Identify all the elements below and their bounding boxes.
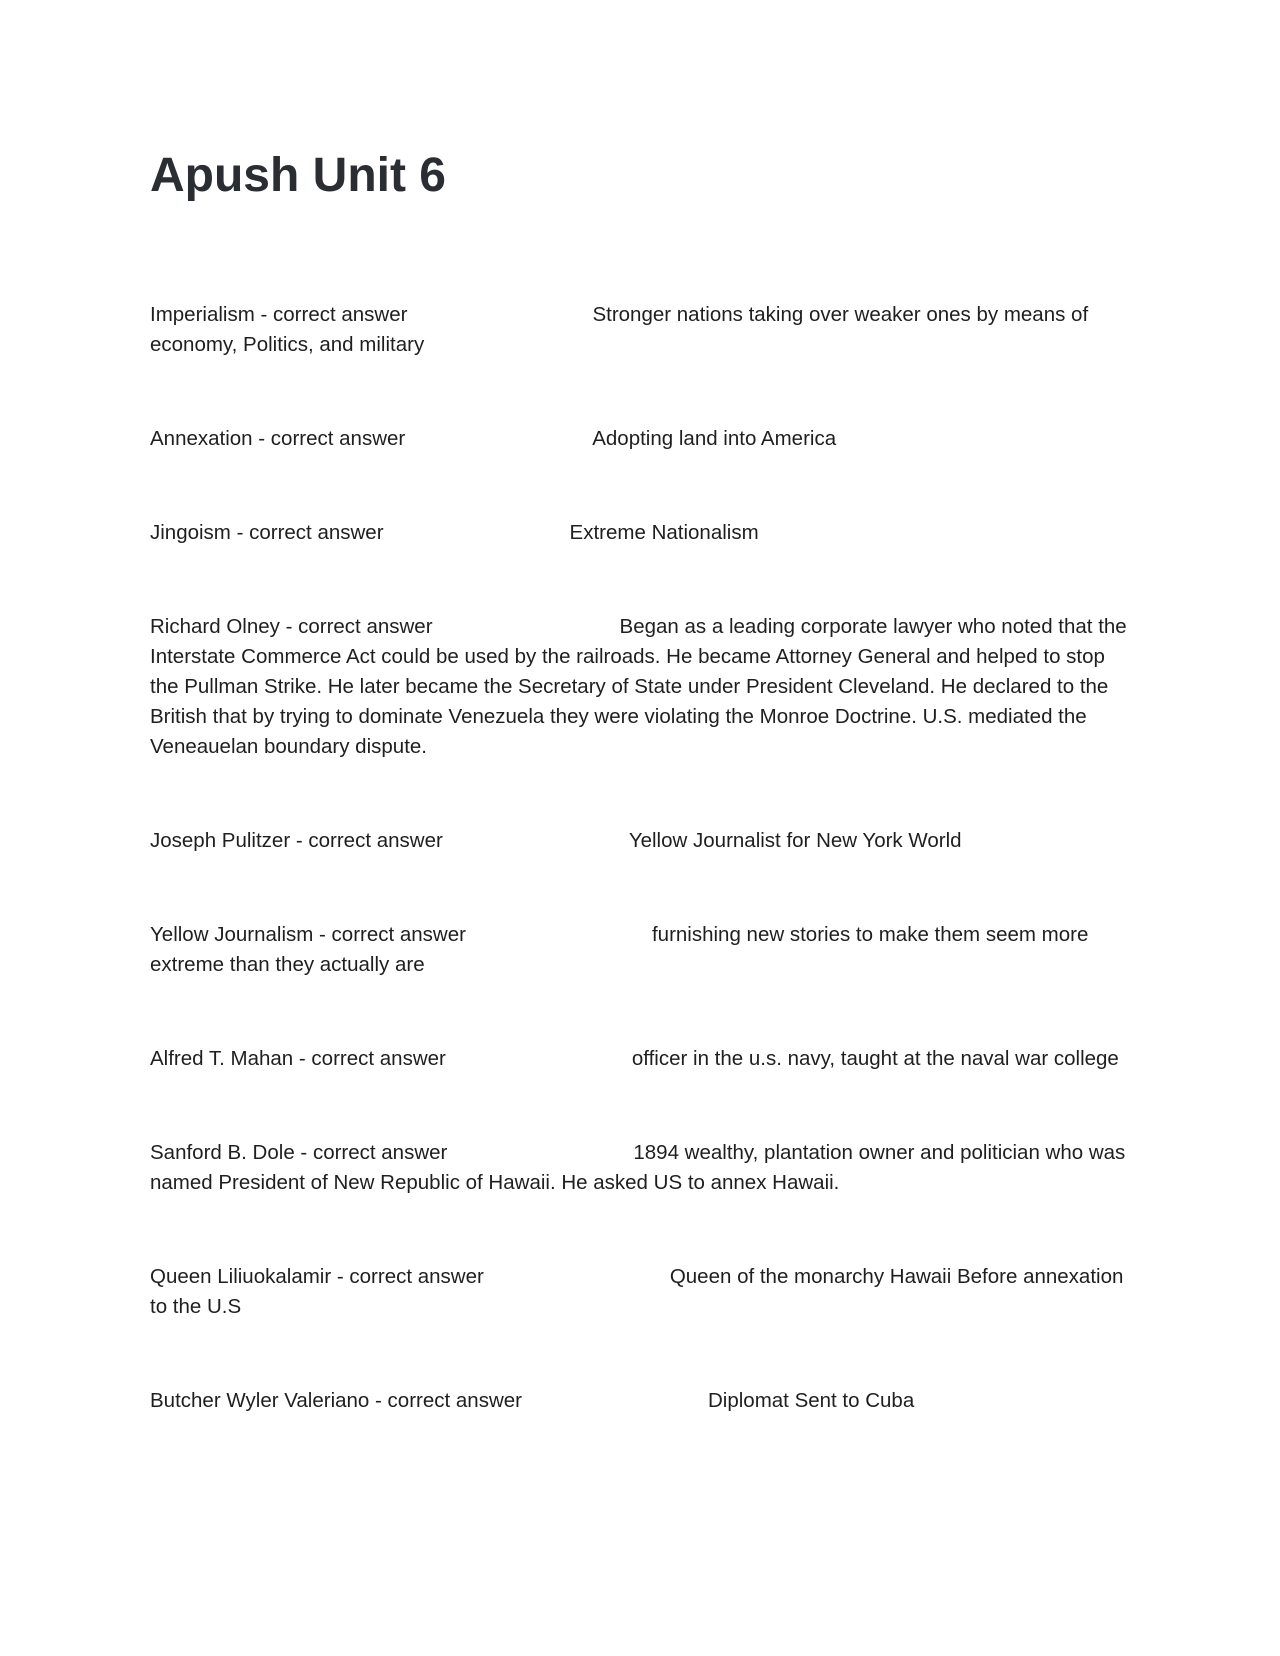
entry-term: Imperialism - correct answer — [150, 303, 408, 326]
flashcard-entry — [150, 1138, 1130, 1198]
entry-answer: Began as a leading corporate lawyer who noted that the Interstate Commerce Act could be used by the railroads. He became Attorney General and helped to stop the Pullman Strike. He later became the Secretary of State under President Cleveland. He declared to the British that by trying to dominate Venezuela they were violating the Monroe Doctrine. U.S. mediated the Veneauelan boundary dispute. — [150, 615, 1133, 758]
entry-answer: Extreme Nationalism — [569, 521, 759, 544]
flashcard-entry — [150, 518, 1130, 548]
document-title: Apush Unit 6 — [150, 149, 446, 202]
flashcard-entry — [150, 826, 1130, 856]
entry-answer: officer in the u.s. navy, taught at the naval war college — [631, 1047, 1119, 1070]
entry-term: Annexation - correct answer — [150, 427, 406, 450]
entry-term: Butcher Wyler Valeriano - correct answer — [150, 1389, 522, 1412]
flashcard-entry — [150, 1262, 1130, 1322]
flashcard-entry — [150, 920, 1130, 980]
entry-term: Yellow Journalism - correct answer — [150, 923, 466, 946]
entry-term: Joseph Pulitzer - correct answer — [150, 829, 443, 852]
entry-answer: furnishing new stories to make them seem more extreme than they actually are — [150, 923, 1095, 976]
flashcard-entry — [150, 612, 1133, 762]
flashcard-entry — [150, 300, 1130, 360]
flashcard-list — [150, 300, 1133, 1416]
entry-answer: Yellow Journalist for New York World — [628, 829, 962, 852]
entry-term: Queen Liliuokalamir - correct answer — [150, 1265, 484, 1288]
entry-term: Richard Olney - correct answer — [150, 615, 433, 638]
entry-answer: 1894 wealthy, plantation owner and politician who was named President of New Republic of Hawaii. He asked US to annex Hawaii. — [150, 1141, 1132, 1194]
entry-answer: Stronger nations taking over weaker ones by means of economy, Politics, and military — [150, 303, 1094, 356]
flashcard-entry — [150, 1386, 1130, 1416]
entry-term: Sanford B. Dole - correct answer — [150, 1141, 448, 1164]
entry-answer: Queen of the monarchy Hawaii Before annexation to the U.S — [150, 1265, 1130, 1318]
entry-answer: Diplomat Sent to Cuba — [707, 1389, 915, 1412]
entry-term: Alfred T. Mahan - correct answer — [150, 1047, 446, 1070]
flashcard-entry — [150, 1044, 1130, 1074]
entry-answer: Adopting land into America — [592, 427, 837, 450]
flashcard-entry — [150, 424, 1130, 454]
entry-term: Jingoism - correct answer — [150, 521, 384, 544]
